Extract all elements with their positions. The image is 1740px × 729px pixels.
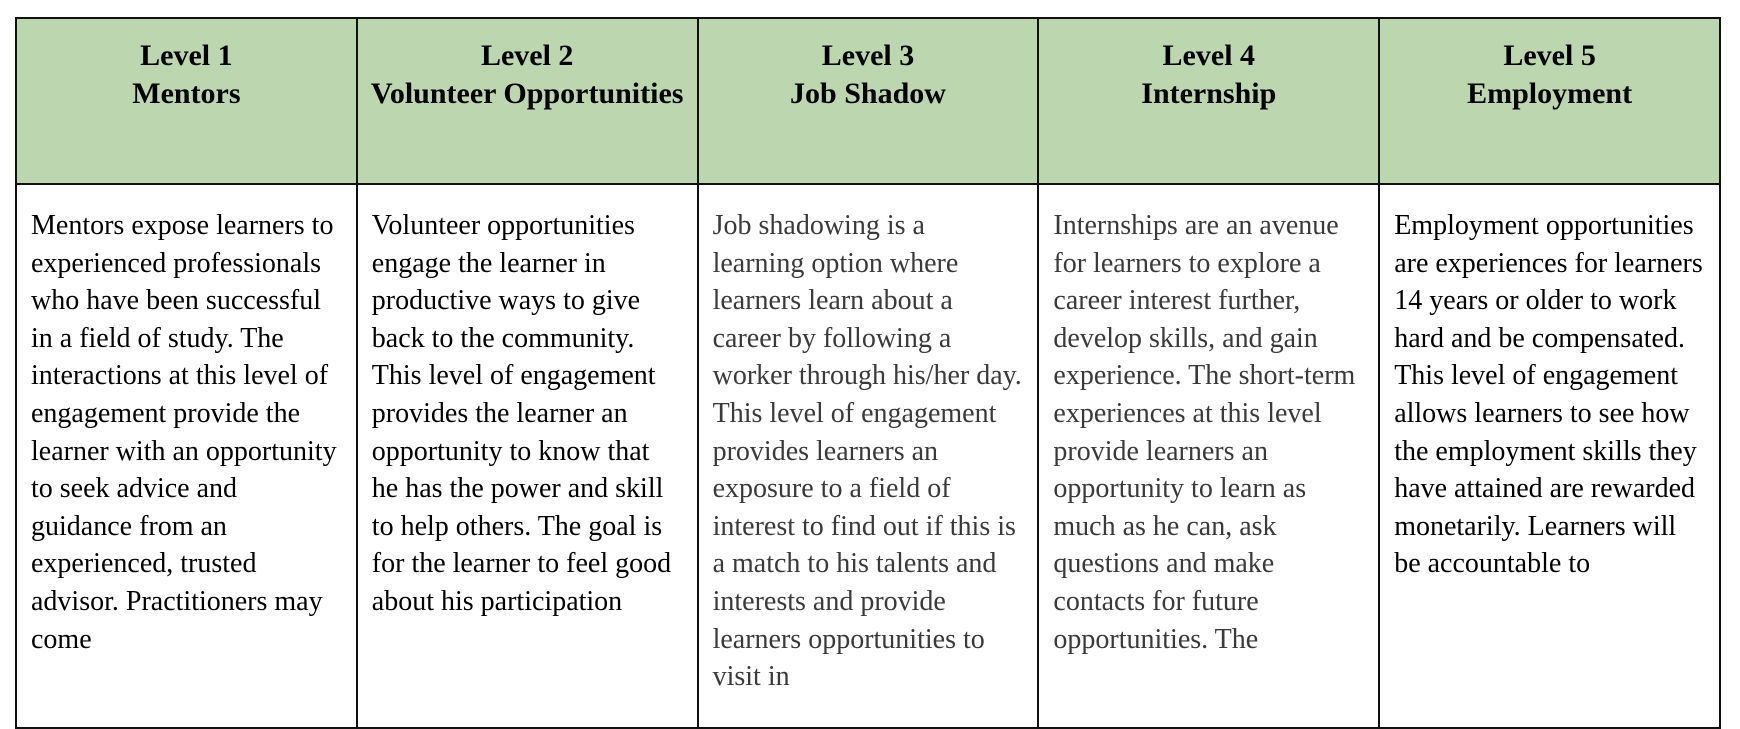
header-cell-level-2: [357, 18, 698, 184]
table-header: [16, 18, 1720, 184]
description-cell-level-2: Volunteer opportunities engage the learner in productive ways to give back to the community. This level of engagement provides the learner an opportunity to know that he has the power and skill to help others. The goal is for the learner to feel good about his participation: [357, 184, 698, 728]
level-number: Level 5: [1503, 39, 1596, 72]
levels-table: [15, 17, 1721, 729]
level-number: Level 4: [1162, 39, 1256, 72]
level-title: Employment: [1467, 77, 1633, 110]
header-cell-level-1: [16, 18, 357, 184]
description-cell-level-3: Job shadowing is a learning option where learners learn about a career by following a worker through his/her day. This level of engagement provides learners an exposure to a field of interest to find out if this is a match to his talents and interests and provide learners opportunities to visit in: [698, 184, 1039, 728]
description-row: [16, 184, 1720, 728]
level-number: Level 2: [480, 39, 574, 72]
level-title: Mentors: [132, 77, 241, 110]
level-title: Job Shadow: [790, 77, 946, 110]
level-title: Volunteer Opportunities: [370, 77, 684, 110]
header-row: [16, 18, 1720, 184]
description-cell-level-1: Mentors expose learners to experienced professionals who have been successful in a field of study. The interactions at this level of engagement provide the learner with an opportunity to seek advice and guidance from an experienced, trusted advisor. Practitioners may come: [16, 184, 357, 728]
level-title: Internship: [1141, 77, 1277, 110]
header-cell-level-3: [698, 18, 1039, 184]
header-cell-level-4: [1038, 18, 1379, 184]
header-cell-level-5: [1379, 18, 1720, 184]
level-number: Level 3: [821, 39, 915, 72]
level-number: Level 1: [140, 39, 233, 72]
description-cell-level-4: Internships are an avenue for learners to explore a career interest further, develop skills, and gain experience. The short-term experiences at this level provide learners an opportunity to learn as much as he can, ask questions and make contacts for future opportunities. The: [1038, 184, 1379, 728]
description-cell-level-5: Employment opportunities are experiences for learners 14 years or older to work hard and be compensated. This level of engagement allows learners to see how the employment skills they have attained are rewarded monetarily. Learners will be accountable to: [1379, 184, 1720, 728]
table-body: [16, 184, 1720, 728]
